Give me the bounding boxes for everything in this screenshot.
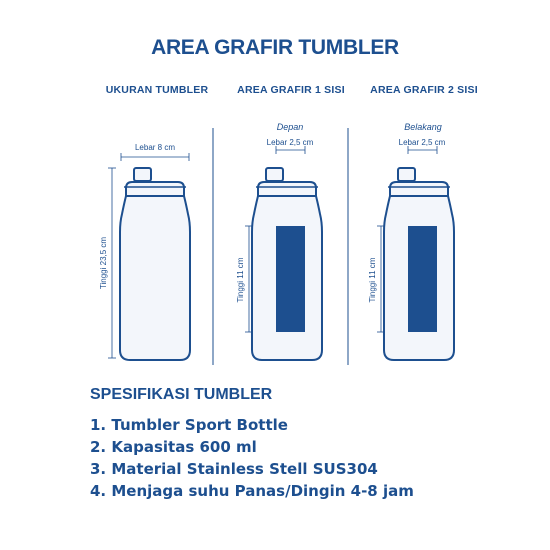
spec-list xyxy=(90,414,414,502)
spec-title: SPESIFIKASI TUMBLER xyxy=(90,386,273,403)
height-label: Tinggi 11 cm xyxy=(236,257,245,303)
width-label: Lebar 2,5 cm xyxy=(398,138,446,147)
tumbler-one-side-drawing xyxy=(236,138,322,360)
side-label-back: Belakang xyxy=(404,122,442,132)
spec-item: 4. Menjaga suhu Panas/Dingin 4-8 jam xyxy=(90,482,414,500)
page-title: AREA GRAFIR TUMBLER xyxy=(151,36,399,59)
height-label: Tinggi 23,5 cm xyxy=(99,236,108,290)
width-label: Lebar 2,5 cm xyxy=(266,138,314,147)
engraving-area xyxy=(276,226,305,332)
column-header-one-side: AREA GRAFIR 1 SISI xyxy=(237,84,345,96)
spec-item: 3. Material Stainless Stell SUS304 xyxy=(90,460,378,478)
engraving-area xyxy=(408,226,437,332)
column-header-size: UKURAN TUMBLER xyxy=(105,84,209,96)
spec-item: 2. Kapasitas 600 ml xyxy=(90,438,257,456)
side-label-front: Depan xyxy=(276,122,304,132)
tumbler-size-drawing xyxy=(99,143,190,360)
tumbler-two-side-drawing xyxy=(368,138,454,360)
spec-item: 1. Tumbler Sport Bottle xyxy=(90,416,288,434)
height-label: Tinggi 11 cm xyxy=(368,257,377,303)
width-label: Lebar 8 cm xyxy=(134,143,176,152)
column-header-two-side: AREA GRAFIR 2 SISI xyxy=(370,84,478,96)
